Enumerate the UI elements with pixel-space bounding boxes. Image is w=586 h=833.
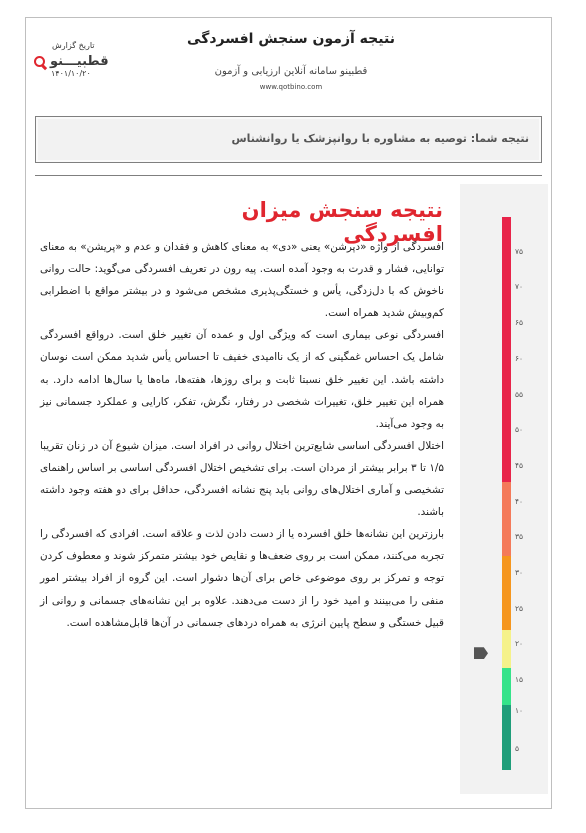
article-paragraph: افسردگی از واژه «دپرشن» یعنی «دی» به معنای کاهش و فقدان و عدم و «پریشن» به معنای توانایی، فشار و قدرت به وجود آمده است. پیه رون در تعریف افسردگی می‌گوید: حالت روانی ناخوش که با دل‌زدگی، یأس و خستگی‌پذیری مشخص می‌شود و در بیشتر مواقع با اضطرابی کم‌وبیش شدید همراه است. — [40, 241, 444, 320]
scale-tick: ۴۰ — [515, 497, 524, 506]
report-header — [26, 18, 551, 98]
result-text: نتیجه شما: توصیه به مشاوره با روانپزشک یا روانشناس — [231, 132, 529, 145]
result-box — [35, 116, 542, 163]
brand-logo[interactable] — [34, 54, 109, 69]
scale-tick: ۱۰ — [515, 706, 524, 715]
score-scale — [460, 184, 548, 794]
report-date-label: تاریخ گزارش — [52, 41, 95, 50]
scale-segment-mild — [502, 630, 511, 668]
article-paragraph: افسردگی نوعی بیماری است که ویژگی اول و عمده آن تغییر خلق است. درواقع افسردگی شامل یک احساس غمگینی که از یک ناامیدی خفیف تا احساس یأس شدید ممکن است نوسان داشته باشد. این تغییر خلق نسبتا ثابت و برای روزها، هفته‌ها، ماه‌ها یا سال‌ها ادامه دارد. به همراه این تغییر خلق، تغییرات شخصی در رفتار، نگرش، تفکر، کارایی و عملکرد جسمانی نیز به وجود می‌آیند. — [40, 329, 444, 430]
score-pointer-icon — [474, 647, 488, 659]
article-paragraph: بارزترین این نشانه‌ها خلق افسرده یا از دست دادن لذت و علاقه است. افرادی که افسردگی را تجربه می‌کنند، ممکن است بر روی ضعف‌ها و نقایص خود بیشتر متمرکز شوند و معطوف کردن توجه و تمرکز بر روی موضوعی خاص برای آن‌ها دشوار است. این گروه از افراد بیشتر امور منفی را می‌بینند و امید خود را از دست می‌دهند. علاوه بر این نشانه‌های جسمانی و روانی از قبیل خستگی و سطح پایین انرژی به همراه دردهای جسمانی در آن‌ها قابل‌مشاهده است. — [40, 528, 444, 629]
report-page — [25, 17, 552, 809]
scale-segment-severe — [502, 217, 511, 482]
scale-segment-moderate — [502, 556, 511, 630]
scale-segment-none — [502, 705, 511, 770]
report-title: نتیجه آزمون سنجش افسردگی — [187, 31, 395, 47]
scale-tick: ۲۰ — [515, 639, 524, 648]
score-scale-bar — [502, 217, 511, 770]
scale-tick: ۵۰ — [515, 425, 524, 434]
article-body — [40, 236, 444, 634]
article-paragraph: اختلال افسردگی اساسی شایع‌ترین اختلال روانی در افراد است. میزان شیوع آن در زنان تقریبا ۱/۵ تا ۳ برابر بیشتر از مردان است. برای تشخیص اختلال افسردگی اساسی بر اساس راهنمای تشخیصی و آماری اختلال‌های روانی باید پنج نشانه افسردگی، حداقل برای دو هفته وجود داشته باشند. — [40, 439, 444, 519]
divider — [35, 175, 542, 176]
website-link[interactable]: www.qotbino.com — [259, 83, 323, 91]
logo-icon — [34, 56, 45, 67]
scale-tick: ۶۰ — [515, 354, 524, 363]
scale-tick: ۶۵ — [515, 318, 524, 327]
scale-tick: ۷۵ — [515, 247, 524, 256]
scale-tick: ۵۵ — [515, 390, 524, 399]
article-heading: نتیجه سنجش میزان افسردگی — [241, 198, 443, 246]
scale-tick: ۳۰ — [515, 568, 524, 577]
report-date-value: ۱۴۰۱/۱۰/۲۰ — [51, 69, 91, 78]
scale-segment-minimal — [502, 668, 511, 705]
report-subtitle: قطبینو سامانه آنلاین ارزیابی و آزمون — [214, 66, 368, 77]
scale-tick: ۷۰ — [515, 282, 524, 291]
scale-tick: ۵ — [515, 744, 520, 753]
scale-tick: ۱۵ — [515, 675, 524, 684]
scale-segment-moderate-high — [502, 482, 511, 556]
scale-tick: ۲۵ — [515, 604, 524, 613]
scale-tick: ۳۵ — [515, 532, 524, 541]
scale-tick: ۴۵ — [515, 461, 524, 470]
logo-text: قطبیـــنو — [50, 54, 109, 69]
